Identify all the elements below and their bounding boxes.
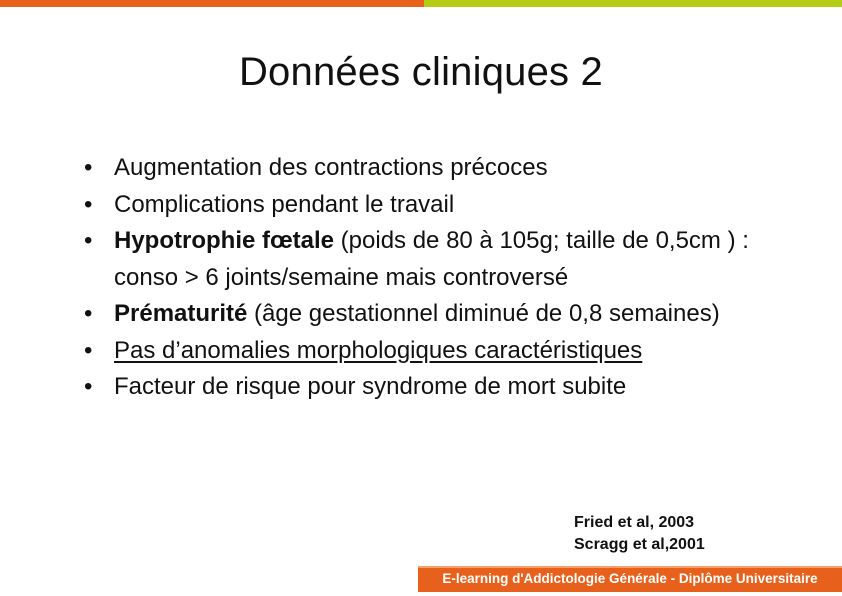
reference-scragg: Scragg et al,2001 [574,536,705,553]
bullet-prematurite-detail: (âge gestationnel diminué de 0,8 semaines) [247,300,720,327]
bullet-complications: • Complications pendant le travail [84,187,784,224]
references [574,512,705,556]
bullet-mort-subite: • Facteur de risque pour syndrome de mort subite [84,369,784,406]
top-accent-bar-green [424,0,842,7]
bullet-list [84,150,784,406]
bullet-hypotrophie-term: Hypotrophie fœtale [114,227,334,254]
footer-text: E-learning d'Addictologie Générale - Diplôme Universitaire [442,571,818,586]
bullet-hypotrophie [84,223,784,296]
top-accent-bar [0,0,842,7]
reference-fried: Fried et al, 2003 [574,514,695,531]
bullet-prematurite-term: Prématurité [114,300,248,327]
bullet-prematurite [84,296,784,333]
slide-title: Données cliniques 2 [238,50,604,94]
footer-banner [418,566,842,592]
top-accent-bar-orange [0,0,424,7]
bullet-hypotrophie-detail: (poids de 80 à 105g; taille de 0,5cm ) : conso > 6 joints/semaine mais controversé [114,227,749,291]
bullet-anomalies: • Pas d’anomalies morphologiques caractéristiques [84,333,784,370]
bullet-contractions: • Augmentation des contractions précoces [84,150,784,187]
